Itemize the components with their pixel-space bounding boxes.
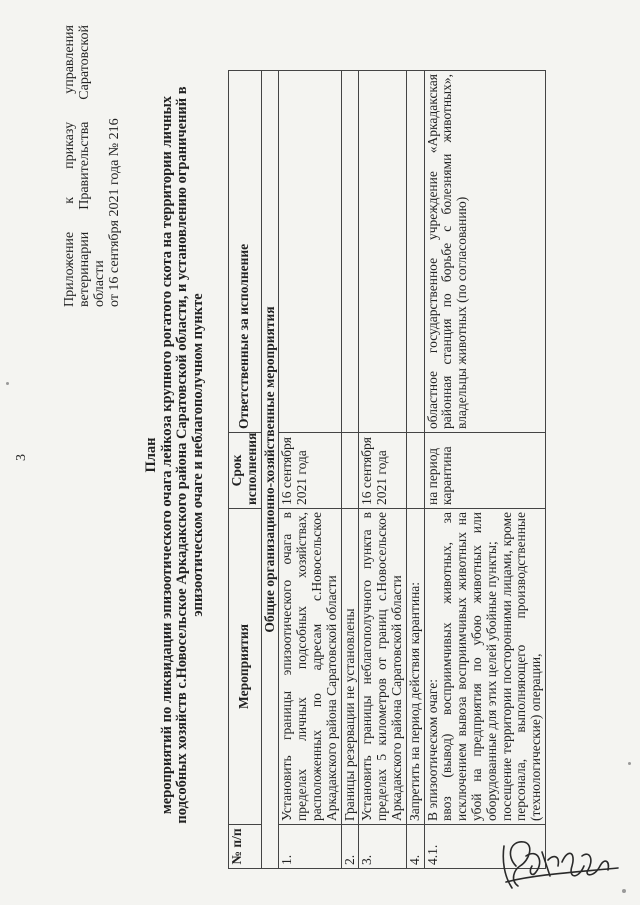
table-row: 1. Установить границы эпизоотического очага в пределах личных подсобных хозяйствах, расположенных по адресам с.Новосельское Аркадакского района Саратовской области 16 сентября 2021 года: [279, 71, 341, 869]
plan-table: [228, 70, 546, 869]
header-term: Срок исполнения: [229, 433, 262, 509]
row41-activity: В эпизоотическом очаге: ввоз (вывод) восприимчивых животных, за исключением вывоза восприимчивых животных на убой на предприятия по убою животных или оборудованные для этих целей убойные пункты; посещение территории посторонними лицами, кроме персонала, выполняющего производственные (технологические) операции,: [424, 509, 545, 825]
annex-line-3: области: [92, 260, 107, 307]
annex-line-1: Приложение к приказу управления: [62, 25, 77, 307]
table-row: 3. Установить границы неблагополучного пункта в пределах 5 километров от границ с.Новосельское Аркадакского района Саратовской области 16 сентября 2021 года: [359, 71, 406, 869]
section-row: [261, 71, 279, 869]
scan-speck: [6, 382, 9, 385]
header-num: № п/п: [229, 825, 262, 869]
table-row: 4.1. В эпизоотическом очаге: ввоз (вывод) восприимчивых животных, за исключением вывоза восприимчивых животных на убой на предприятия по убою животных или оборудованные для этих целей убойные пункты; посещение территории посторонними лицами, кроме персонала, выполняющего производственные (технологические) операции, на период карантина областное государственное учреждение «Аркадакская районная станция по борьбе с болезнями животных», владельцы животных (по согласованию): [424, 71, 545, 869]
annex-line-4: от 16 сентября 2021 года № 216: [107, 118, 122, 307]
annex-line-2: ветеринарии Правительства Саратовской: [77, 25, 92, 307]
scan-speck: [628, 762, 631, 765]
page-number: 3: [14, 454, 29, 461]
signature-image: [498, 826, 626, 896]
section-title: Общие организационно-хозяйственные мероприятия: [261, 71, 279, 869]
table-header-row: [229, 71, 262, 869]
header-responsible: Ответственные за исполнение: [229, 71, 262, 433]
table-row: 2. Границы резервации не установлены: [341, 71, 359, 869]
annex-note: [62, 25, 122, 307]
plan-title: План мероприятий по ликвидации эпизоотического очага лейкоза крупного рогатого скота на территории личных подсобных хозяйств с.Новосельское Аркадакского района Саратовской области, и установлению ограничений в эпизоотическом очаге и неблагополучном пункте: [143, 86, 206, 824]
header-activity: Мероприятия: [229, 509, 262, 825]
table-row: 4. Запретить на период действия карантина:: [406, 71, 424, 869]
